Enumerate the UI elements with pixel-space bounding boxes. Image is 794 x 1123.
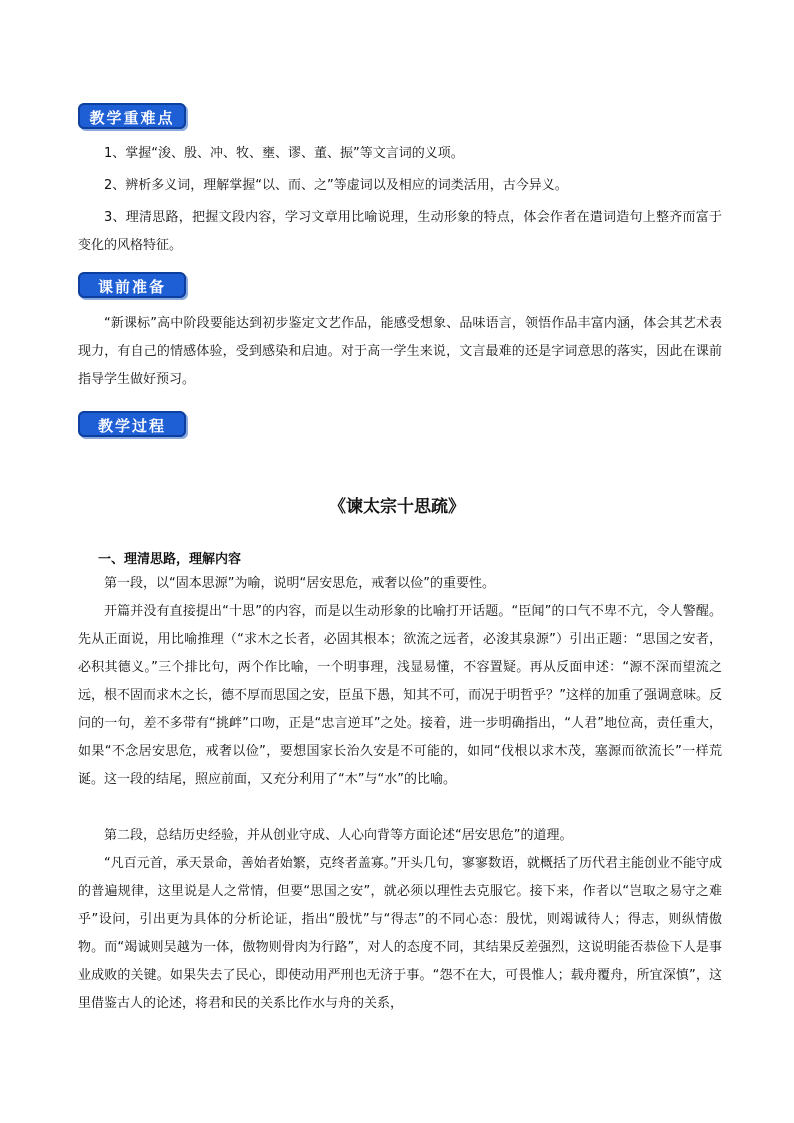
subheading: 一、理清思路，理解内容 xyxy=(98,552,242,567)
preparation-paragraph: “新课标”高中阶段要能达到初步鉴定文艺作品，能感受想象、品味语言，领悟作品丰富内涵，体会其艺术表现力，有自己的情感体验，受到感染和启迪。对于高一学生来说，文言最难的还是字词意思的落实，因此在课前指导学生做好预习。 xyxy=(78,316,722,387)
article-title: 《谏太宗十思疏》 xyxy=(329,497,465,517)
key-point-3: 3、理清思路，把握文段内容，学习文章用比喻说理，生动形象的特点，体会作者在遣词造句上整齐而富于变化的风格特征。 xyxy=(78,210,722,253)
body-paragraph-2: 开篇并没有直接提出“十思”的内容，而是以生动形象的比喻打开话题。“臣闻”的口气不卑不亢，令人警醒。先从正面说，用比喻推理（“求木之长者，必固其根本；欲流之远者，必浚其泉源”）引出正题：“思国之安者，必积其德义。”三个排比句，两个作比喻，一个明事理，浅显易懂，不容置疑。再从反面申述：“源不深而望流之远，根不固而求木之长，德不厚而思国之安，臣虽下愚，知其不可，而况于明哲乎？”这样的加重了强调意味。反问的一句，差不多带有“挑衅”口吻，正是“忠言逆耳”之处。接着，进一步明确指出，“人君”地位高，责任重大，如果“不念居安思危，戒奢以俭”，要想国家长治久安是不可能的，如同“伐根以求木茂，塞源而欲流长”一样荒诞。这一段的结尾，照应前面，又充分利用了“木”与“水”的比喻。 xyxy=(78,604,722,787)
key-point-1: 1、掌握“浚、殷、冲、牧、壅、谬、董、振”等文言词的义项。 xyxy=(104,146,464,161)
body-paragraph-1: 第一段，以“固本思源”为喻，说明“居安思危，戒奢以俭”的重要性。 xyxy=(104,576,495,591)
section-badge-process: 教学过程 xyxy=(78,411,186,437)
section-badge-preparation: 课前准备 xyxy=(78,272,186,298)
key-point-2: 2、辨析多义词，理解掌握“以、而、之”等虚词以及相应的词类活用，古今异义。 xyxy=(104,178,568,193)
section-badge-key-points: 教学重难点 xyxy=(78,103,186,129)
body-paragraph-3: 第二段，总结历史经验，并从创业守成、人心向背等方面论述“居安思危”的道理。 xyxy=(104,828,573,843)
body-paragraph-4: “凡百元首，承天景命，善始者始繁，克终者盖寡。”开头几句，寥寥数语，就概括了历代君主能创业不能守成的普遍规律，这里说是人之常情，但要“思国之安”，就必须以理性去克服它。接下来，作者以“岂取之易守之难乎”设问，引出更为具体的分析论证，指出“殷忧”与“得志”的不同心态：殷忧，则竭诚待人；得志，则纵情傲物。而“竭诚则吴越为一体，傲物则骨肉为行路”，对人的态度不同，其结果反差强烈，这说明能否恭俭下人是事业成败的关键。如果失去了民心，即使动用严刑也无济于事。“怨不在大，可畏惟人；载舟覆舟，所宜深慎”，这里借鉴古人的论述，将君和民的关系比作水与舟的关系， xyxy=(78,856,722,1011)
